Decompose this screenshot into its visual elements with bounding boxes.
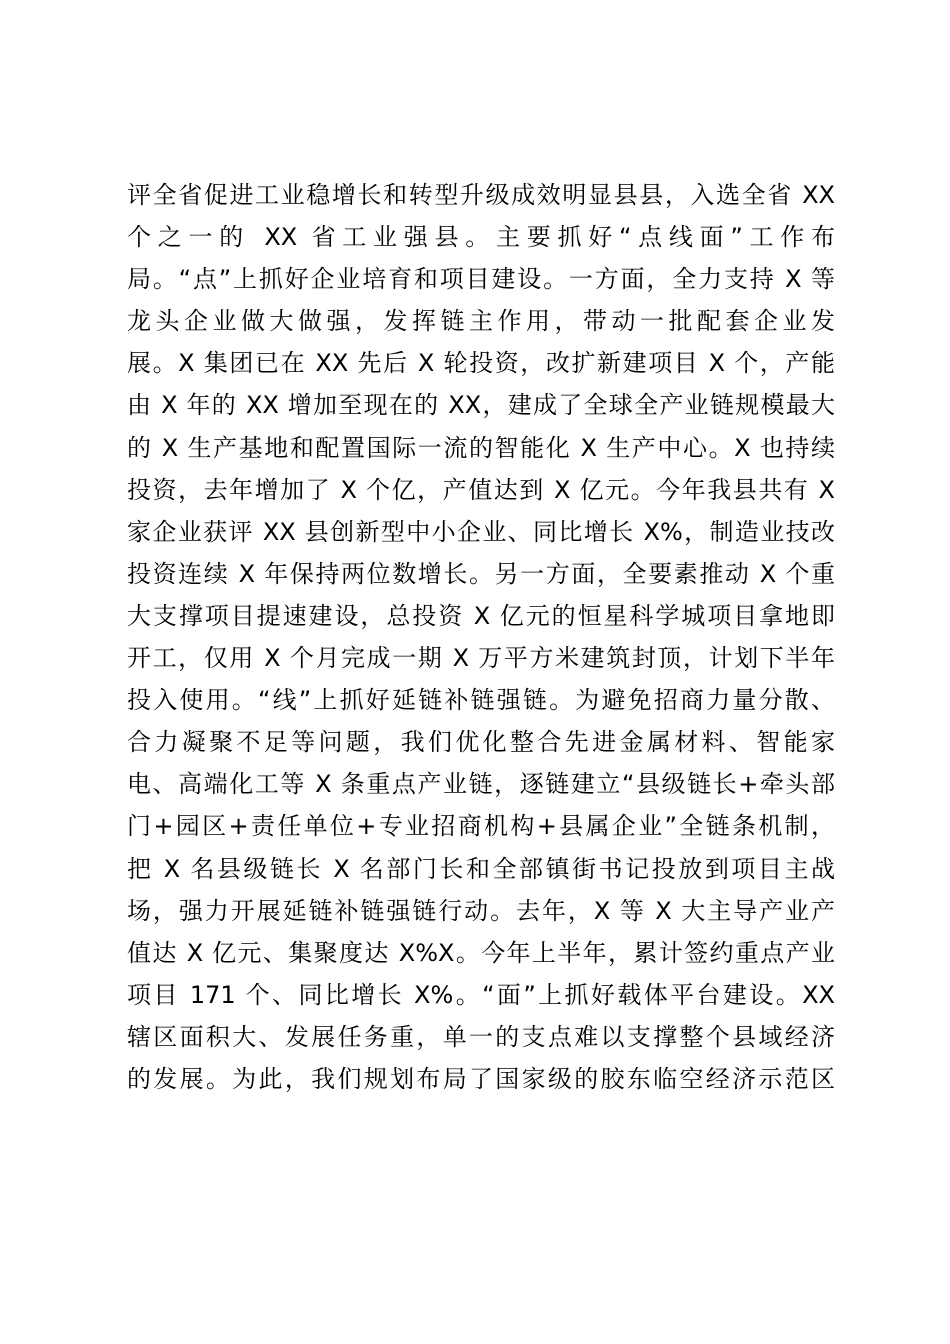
text-line: 局。“点”上抓好企业培育和项目建设。一方面，全力支持 X 等 [127, 265, 835, 294]
text-line: 家企业获评 XX 县创新型中小企业、同比增长 X%，制造业技改 [127, 517, 835, 546]
text-line: 投资，去年增加了 X 个亿，产值达到 X 亿元。今年我县共有 X [127, 475, 835, 504]
text-line: 展。X 集团已在 XX 先后 X 轮投资，改扩新建项目 X 个，产能 [127, 349, 835, 378]
text-line: 门+园区+责任单位+专业招商机构+县属企业”全链条机制， [127, 812, 835, 841]
text-line: 大支撑项目提速建设，总投资 X 亿元的恒星科学城项目拿地即 [127, 601, 835, 630]
text-line: 由 X 年的 XX 增加至现在的 XX，建成了全球全产业链规模最大 [127, 391, 835, 420]
text-line: 电、高端化工等 X 条重点产业链，逐链建立“县级链长+牵头部 [127, 770, 835, 799]
text-line: 合力凝聚不足等问题，我们优化整合先进金属材料、智能家 [127, 728, 835, 757]
text-line: 值达 X 亿元、集聚度达 X%X。今年上半年，累计签约重点产业 [127, 938, 835, 967]
text-line: 把 X 名县级链长 X 名部门长和全部镇街书记投放到项目主战 [127, 854, 835, 883]
text-line: 的发展。为此，我们规划布局了国家级的胶东临空经济示范区 [127, 1064, 835, 1093]
text-line: 场，强力开展延链补链强链行动。去年，X 等 X 大主导产业产 [127, 896, 835, 925]
text-line: 个之一的 XX 省工业强县。主要抓好“点线面”工作布 [127, 223, 835, 252]
body-paragraph [127, 174, 835, 1100]
text-line: 项目 171 个、同比增长 X%。“面”上抓好载体平台建设。XX [127, 980, 835, 1009]
text-line: 的 X 生产基地和配置国际一流的智能化 X 生产中心。X 也持续 [127, 433, 835, 462]
text-line: 评全省促进工业稳增长和转型升级成效明显县县，入选全省 XX [127, 181, 835, 209]
text-line: 辖区面积大、发展任务重，单一的支点难以支撑整个县域经济 [127, 1022, 835, 1051]
text-line: 开工，仅用 X 个月完成一期 X 万平方米建筑封顶，计划下半年 [127, 644, 835, 673]
text-line: 龙头企业做大做强，发挥链主作用，带动一批配套企业发 [127, 307, 835, 336]
text-line: 投入使用。“线”上抓好延链补链强链。为避免招商力量分散、 [127, 686, 835, 715]
text-line: 投资连续 X 年保持两位数增长。另一方面，全要素推动 X 个重 [127, 559, 835, 588]
